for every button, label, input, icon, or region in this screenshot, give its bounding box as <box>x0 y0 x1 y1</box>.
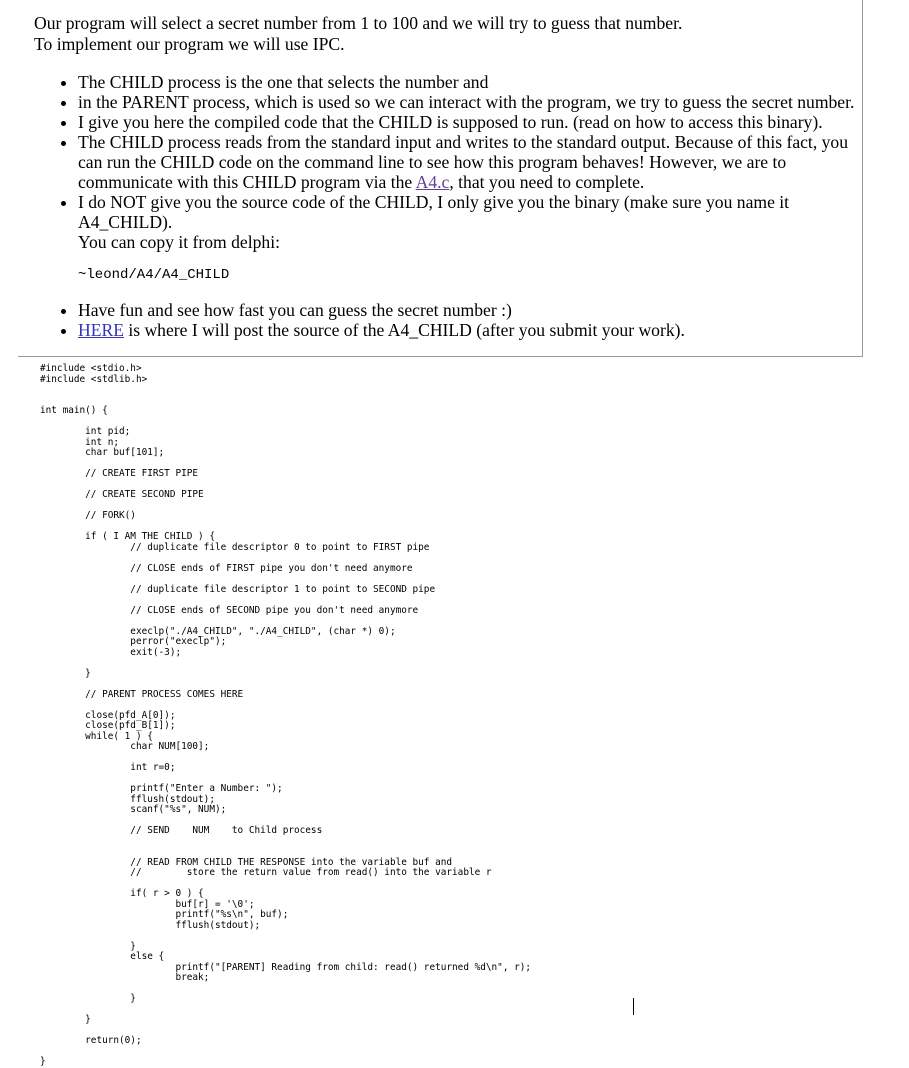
instructions-panel <box>18 0 863 357</box>
code-line: } <box>40 1056 46 1067</box>
code-line: } <box>40 940 136 952</box>
code-line: scanf("%s", NUM); <box>40 804 227 815</box>
code-line <box>40 931 531 942</box>
code-line <box>40 1047 531 1058</box>
bullet-child-stdio-line-1: The CHILD process reads from the standard input and writes to the standard output. Because of this fact, you <box>78 132 849 152</box>
code-line: // CLOSE ends of SECOND pipe you don't need anymore <box>40 604 419 616</box>
code-line: break; <box>40 972 210 983</box>
code-line: // SEND NUM to Child process <box>40 825 323 836</box>
bullet-binary-only-line-3: You can copy it from delphi: <box>78 232 280 252</box>
code-line: // duplicate file descriptor 1 to point to SECOND pipe <box>40 583 436 595</box>
instructions-list-2 <box>34 300 685 340</box>
code-line: printf("Enter a Number: "); <box>40 783 283 794</box>
code-line: #include <stdio.h> <box>40 363 142 374</box>
code-line: fflush(stdout); <box>40 793 215 805</box>
code-line: // CREATE SECOND PIPE <box>40 489 204 500</box>
code-line: execlp("./A4_CHILD", "./A4_CHILD", (char *) 0); <box>40 625 396 637</box>
intro-line-1: Our program will select a secret number from 1 to 100 and we will try to guess that number. <box>34 13 683 33</box>
code-line: } <box>40 1014 91 1025</box>
code-line: int n; <box>40 436 120 448</box>
bullet-child-stdio-line-3-after: , that you need to complete. <box>449 172 645 192</box>
code-line <box>40 679 531 690</box>
code-line <box>40 553 531 564</box>
code-line: else { <box>40 951 165 962</box>
code-line: return(0); <box>40 1035 142 1046</box>
bullet-binary-only-line-2: A4_CHILD). <box>78 212 173 232</box>
here-link[interactable]: HERE <box>78 320 124 340</box>
code-line: char buf[101]; <box>40 447 165 458</box>
code-line: // duplicate file descriptor 0 to point to FIRST pipe <box>40 541 430 553</box>
code-line: fflush(stdout); <box>40 919 261 931</box>
text-cursor <box>633 998 634 1015</box>
bullet-binary-only <box>78 192 868 284</box>
code-line: printf("[PARENT] Reading from child: read() returned %d\n", r); <box>40 961 532 973</box>
bullet-child-stdio-line-3 <box>78 172 644 192</box>
code-line: int pid; <box>40 426 131 437</box>
code-line <box>40 595 531 606</box>
binary-path: ~leond/A4/A4_CHILD <box>78 267 230 283</box>
code-line <box>40 658 531 669</box>
instructions-list <box>34 72 868 300</box>
code-line: } <box>40 667 91 679</box>
code-line <box>40 396 531 407</box>
code-line: exit(-3); <box>40 646 182 658</box>
code-line: while( 1 ) { <box>40 730 153 742</box>
code-line: // READ FROM CHILD THE RESPONSE into the variable buf and <box>40 856 453 868</box>
bullet-here-link <box>78 320 685 340</box>
code-line: // store the return value from read() into the variable r <box>40 867 492 878</box>
code-line <box>40 847 531 858</box>
bullet-here-after: is where I will post the source of the A4_CHILD (after you submit your work). <box>123 320 685 340</box>
code-line <box>40 616 531 627</box>
code-line <box>40 574 531 585</box>
code-line <box>40 700 531 711</box>
code-line: // FORK() <box>40 510 136 521</box>
intro-paragraph <box>34 13 682 55</box>
bullet-have-fun: • Have fun and see how fast you can guess the secret number :) <box>78 300 685 320</box>
bullet-binary-only-line-1: I do NOT give you the source code of the CHILD, I only give you the binary (make sure you name it <box>78 192 790 212</box>
bullet-child-stdio-line-2: can run the CHILD code on the command line to see how this program behaves! However, we are to <box>78 152 787 172</box>
bullet-compiled-code: • I give you here the compiled code that the CHILD is supposed to run. (read on how to access this binary). <box>78 112 868 132</box>
code-line: perror("execlp"); <box>40 636 227 647</box>
code-line: char NUM[100]; <box>40 741 210 752</box>
code-line <box>40 1005 531 1016</box>
code-skeleton <box>40 364 531 1068</box>
code-line: // PARENT PROCESS COMES HERE <box>40 688 244 700</box>
bullet-child-stdio-line-3-before: communicate with this CHILD program via the <box>78 172 416 192</box>
bullet-child-selects: • The CHILD process is the one that selects the number and <box>78 72 868 92</box>
code-line: close(pfd_A[0]); <box>40 709 176 721</box>
code-line: if ( I AM THE CHILD ) { <box>40 531 215 542</box>
code-line <box>40 1026 531 1037</box>
code-line: close(pfd_B[1]); <box>40 720 176 731</box>
code-line <box>40 385 531 396</box>
code-line: int main() { <box>40 405 108 416</box>
code-line: // CLOSE ends of FIRST pipe you don't need anymore <box>40 562 413 574</box>
code-line: buf[r] = '\0'; <box>40 898 255 910</box>
a4c-link[interactable]: A4.c <box>415 172 450 192</box>
bullet-child-stdio <box>78 132 868 192</box>
code-line: // CREATE FIRST PIPE <box>40 468 199 479</box>
code-line: printf("%s\n", buf); <box>40 909 289 920</box>
intro-line-2: To implement our program we will use IPC. <box>34 34 345 54</box>
code-line <box>40 837 531 848</box>
code-line: int r=0; <box>40 762 176 773</box>
bullet-parent-guesses: • in the PARENT process, which is used so we can interact with the program, we try to guess the secret number. <box>78 92 868 112</box>
code-line: #include <stdlib.h> <box>40 373 148 385</box>
code-line: if( r > 0 ) { <box>40 888 204 899</box>
code-line: } <box>40 993 136 1004</box>
